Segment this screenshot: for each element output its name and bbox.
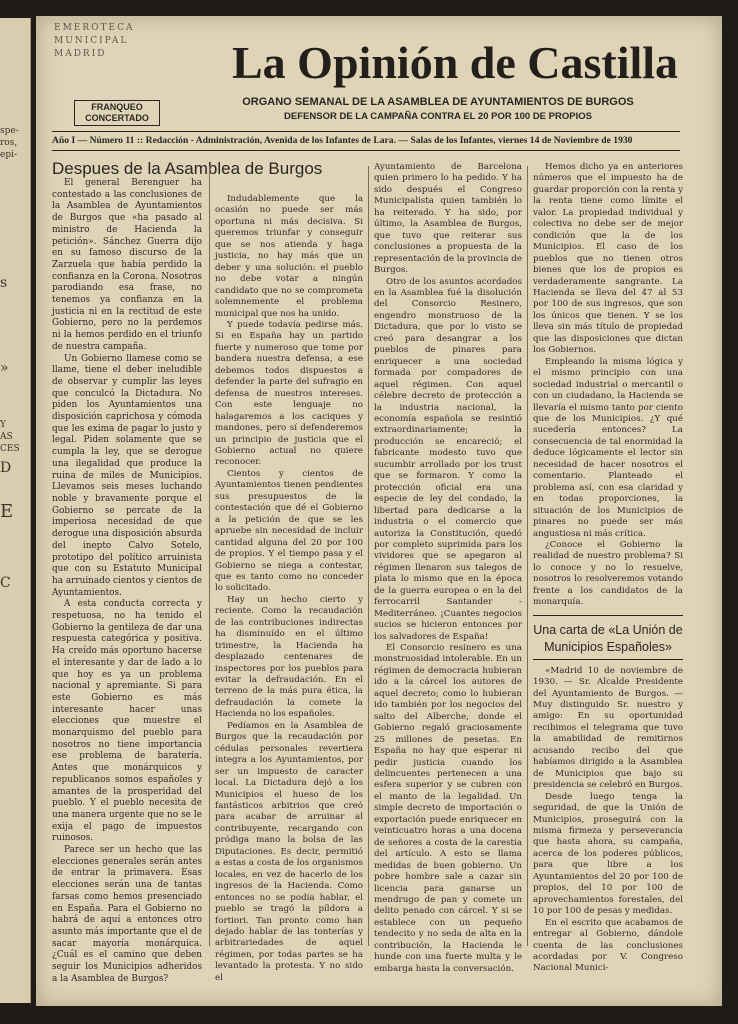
header-rule-top	[52, 131, 680, 132]
issue-info-line	[52, 135, 680, 146]
stamp-line: EMEROTECA	[54, 23, 135, 33]
article-column-4	[533, 162, 683, 975]
paragraph: Parece ser un hecho que las elecciones generales serán antes de entrar la primavera. Esas elecciones serán una de tantas farsas como hemos presenciado en España. Para el Gobierno no habrá de aquí a entonces otro asunto más importante que el de sacar mayoría monárquica. ¿Cuál es el camino que deben seguir los Municipios adheridos a la Asamblea de Burgos?	[52, 845, 202, 984]
issue-address: Redacción - Administración, Avenida de los Infantes de Lara. — Salas de los Infantes, viernes 14 de Noviembre de 1930	[145, 135, 633, 146]
header-rule-bottom	[52, 150, 680, 151]
paragraph: Indudablemente que la ocasión no puede ser más oportuna ni más decisiva. Si queremos triunfar y conseguir que se nos atienda y haga justicia, no hay más que un deber y una solución: el pueblo no debe votar a ningún candidato que no se comprometa solemnemente el problema municipal que nos ha unido.	[215, 194, 363, 319]
fragment-text: CES	[0, 444, 20, 454]
paragraph: Y puede todavía pedirse más. Si en España hay un partido fuerte y numeroso que tome por bandera nuestra defensa, a ese debemos todos dispuestos a defender la parte del sufragio en defensa de nuestros intereses. Con este lenguaje no halagaremos a los caciques y mandones, pero sí defenderemos un principio de justicia que el Gobierno actual no quiere reconocer.	[215, 319, 363, 468]
column-divider	[209, 166, 210, 946]
paragraph: Pedíamos en la Asamblea de Burgos que la recaudación por cédulas personales revertiera íntegra a los Ayuntamientos, por ser un impuesto de caracter local. La Dictadura dejó a los Municipios el hueso de los fantásticos arbitrios que creó para acabar de arruinar al contribuyente, recargando con pródiga mano la bolsa de las Diputaciones. Es decir, permitió a estas a costa de los organismos locales, en vez de hacerlo de los ingresos de la Hacienda. Como entonces no se podía hablar, el pueblo se tragó la píldora a fortiori. Tan pronto como han dejado hablar de las tonterías y arbitrariedades de aquel régimen, por todas partes se ha levantado la protesta. Y no sido el	[215, 720, 363, 983]
fragment-text: C	[0, 575, 11, 591]
article-column-1	[52, 178, 202, 986]
postage-line: FRANQUEO	[91, 102, 143, 112]
paragraph: Hemos dicho ya en anteriores números que el impuesto ha de guardar proporción con la renta y la renta tiene como límite el valor. La propiedad individual y colectiva no debe ser de mejor condición que la de los Municipios. El caso de los pueblos que no tienen otros bienes que los de propios es verdaderamente sangrante. La Hacienda se lleva del 47 al 53 por 100 de sus ingresos, que son los únicos que tienen. Y se los lleva sin más título de propiedad que las disposiciones que dictan los Gobiernos.	[533, 162, 683, 356]
library-stamp	[54, 22, 204, 106]
subtitle-organ: ORGANO SEMANAL DE LA ASAMBLEA DE AYUNTAMIENTOS DE BURGOS	[242, 96, 634, 108]
paragraph: En el escrito que acabamos de entregar al Gobierno, dándole cuenta de las conclusiones acordadas por V. Congreso Nacional Munici-	[533, 917, 683, 974]
newspaper-page	[36, 16, 722, 1006]
fragment-text: s	[0, 275, 8, 291]
postage-line: CONCERTADO	[85, 113, 149, 123]
previous-page-edge	[0, 18, 31, 1003]
paragraph: ¿Conoce el Gobierno la realidad de nuestro problema? Si lo conoce y no lo resuelve, nosotros lo resolveremos votando frente a los candidatos de la monarquía.	[533, 539, 683, 608]
section-rule	[533, 659, 683, 660]
paragraph: Otro de los asuntos acordados en la Asamblea fué la disolución del Consorcio Resinero, engendro monstruoso de la Dictadura, que por lo visto se creó para desangrar a los pueblos de pinares para enriquecer a una sociedad formada por compadores de aquel régimen. Con aquel célebre decreto de protección a la industria nacional, la economía española se resintió extraordinariamente; la producción se encareció; el fabricante modesto tuvo que sucumbir arrollado por los trust que se formaron. Y como la protección oficial era una especie de ley del condado, la libertad para dedicarse a la industria o el comercio que autoriza la Constitución, quedó por completo suprimida para los vividores que se apegaron al régimen llenaron sus talegos de plata lo mismo que en la época de la guerra europea o en la del ferrocarril Santander - Mediterráneo. ¡Cuantes negocios sucios se hicieron entonces por los salvadores de España!	[374, 276, 522, 642]
article-column-2	[215, 194, 363, 984]
issue-number: Año I — Número 11	[52, 135, 135, 146]
paragraph: Cientos y cientos de Ayuntamientos tienen pendientes sus presupuestos de la contestación que dé el Gobierno a la petición de que se les apruebe sin necesidad de incluir cantidad alguna del 20 por 100 de propios. Y el tiempo pasa y el Gobierno se niega a contestar, que es tanto como no conceder lo solicitado.	[215, 468, 363, 594]
fragment-text: »	[0, 360, 9, 376]
separator: ::	[136, 135, 146, 146]
paragraph: Desde luego tenga la seguridad, de que la Unión de Municipios, proseguirá con la misma firmeza y perseverancia que hasta ahora, su campaña, acerca de los poderes públicos, para que libre a los Ayuntamientos del 20 por 100 de propios, del 10 por 100 de aprovechamientos forestales, del 10 por 100 de pesas y medidas.	[533, 791, 683, 917]
paragraph: El general Berenguer ha contestado a las conclusiones de la Asamblea de Ayuntamientos de Burgos que «ha pasado al ministro de Hacienda la petición». Sánchez Guerra dijo en su famoso discurso de la Zarzuela que había perdido la confianza en la Corona. Nosotros parodiando esa frase, no tenemos ya confianza en la justicia ni en la rectitud de este Gobierno, pero no la perdemos ni la hemos perdido en el triunfo de nuestra campaña.	[52, 178, 202, 352]
column-divider	[527, 166, 528, 946]
stamp-line: MUNICIPAL	[54, 36, 129, 46]
paragraph: Hay un hecho cierto y reciente. Como la recaudación de las contribuciones indirectas ha disminuído en el último trimestre, la Hacienda ha desplazado centenares de inspectores por los pueblos para evitar la defraudación. En el terreno de la más pura ética, la defraudación la comete la Hacienda no los españoles.	[215, 594, 363, 720]
paragraph: Ayuntamiento de Barcelona quien primero lo ha pedido. Y ha sido después el Congreso Municipalista quien también lo ha reiterado. Y ha sido, por último, la Asamblea de Burgos, que tuvo que reiterar sus conclusiones a propuesta de la representación de la provincia de Burgos.	[374, 162, 522, 276]
paragraph: Un Gobierno llamese como se llame, tiene el deber ineludible de observar y cumplir las leyes que conculcó la Dictadura. No piden los Ayuntamientos una disposición caprichosa y cómoda que les exima de pagar lo justo y legal. Piden solamente que se cumpla la ley, que se derogue una ilegalidad que produce la ruina de miles de Municipios. Llevamos seis meses luchando noble y bravamente porque el Gobierno se percate de la imperiosa necesidad de que derogue una disposición absurda del inepto Calvo Sotelo, prototipo del político arruinista que con su Estatuto Municipal ha arruinado cientos y cientos de Ayuntamientos.	[52, 353, 202, 598]
postage-box	[74, 100, 160, 126]
column-divider	[368, 166, 369, 946]
paragraph: El Consorcio resinero es una monstruosidad intolerable. En un régimen de democracia hubieran ido a la cárcel los autores de aquel decreto; como lo hubieran ido también por los negocios del salto del Alberche, donde el Gobierno regaló graciosamente 25 millones de pesetas. En España no hay que esperar ni pedir justicia cuando los delincuentes pertenecen a una esfera superior y se cubren con el manto de la legalidad. Un simple decreto de importación o exportación puede enriquecer en veinticuatro horas a una docena de señores a costa de la carestía del artículo. A esto se llama medidas de buen gobierno. Un pobre hombre sale a cazar sin licencia para ganarse un mendrugo de pan y comete un delito penado con cárcel. Y si se establece con un pequeño tendecito y no seda de alta en la contribución, la Hacienda le hunde con una fuerte multa y le embarga hasta la conversación.	[374, 643, 522, 974]
article-column-3	[374, 162, 522, 975]
second-article-headline: Una carta de «La Unión de Municipios Españoles»	[533, 622, 683, 654]
subtitle-campaign: DEFENSOR DE LA CAMPAÑA CONTRA EL 20 POR 100 DE PROPIOS	[284, 111, 592, 122]
newspaper-title: La Opinión de Castilla	[232, 37, 679, 88]
fragment-text: epi-	[0, 150, 18, 160]
paragraph: Empleando la misma lógica y el mismo principio con una sociedad industrial o mercantil o con un ciudadano, la Hacienda se llevaría el mismo tanto por ciento que de los Municipios. ¿Y qué sucedería entonces? La consecuencia de tal enormidad la deduce lógicamente el lector sin necesidad de hacer nosotros el comentario. Planteado el problema así, con esa claridad y en todas proporciones, la situación de los Municipios de pinares no puede ser más angustiosa ni más crítica.	[533, 356, 683, 539]
paragraph: «Madrid 10 de noviembre de 1930. — Sr. Alcalde Presidente del Ayuntamiento de Burgos. — Muy distinguido Sr. nuestro y amigo: En su oportunidad recibimos el telegrama que tuvo la amabilidad de remitirnos acusando recibo del que habíamos dirigido a la Asamblea de Municipios que bajo su presidencia se celebró en Burgos.	[533, 665, 683, 791]
fragment-text: AS	[0, 432, 13, 442]
article-headline: Despues de la Asamblea de Burgos	[52, 159, 323, 178]
fragment-text: E	[0, 501, 14, 522]
fragment-text: ros,	[0, 138, 18, 148]
fragment-text: spe-	[0, 126, 19, 136]
stamp-line: MADRID	[54, 49, 107, 59]
fragment-text: D	[0, 460, 12, 476]
section-rule	[533, 615, 683, 616]
paragraph: A esta conducta correcta y respetuosa, no ha tenido el Gobierno la gentileza de dar una respuesta categórica y positiva. Ha creído más oportuno hacerse el interesante y dar de lado a lo que hoy es ya un problema nacional y apremiante. Si para este Gobierno es más interesante hacer unas elecciones que muestre el monarquismo del pueblo para nosotros no tiene importancia ese problema de baratería. Antes que monárquicos y republicanos somos españoles y amantes de la prosperidad del pueblo. Y el pueblo necesita de una manera urgente que no se le exija el pago de impuestos ruinosos.	[52, 599, 202, 844]
fragment-text: Y	[0, 420, 6, 430]
